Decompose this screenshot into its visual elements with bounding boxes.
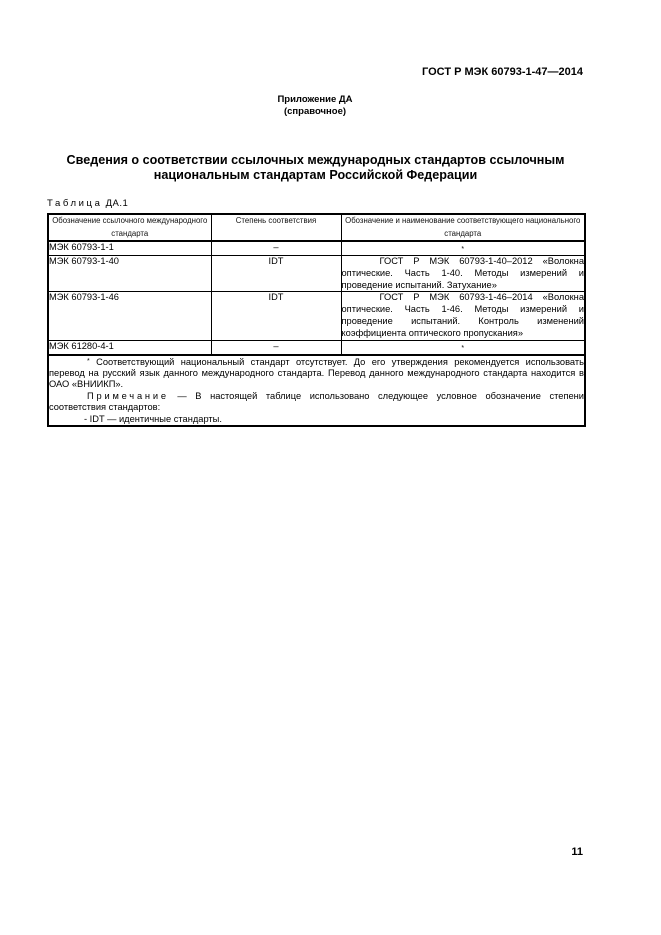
- appendix-subtitle: (справочное): [283, 106, 347, 117]
- table-header-row: [48, 214, 585, 241]
- correspondence-table: [47, 213, 586, 427]
- header-degree-of-conformity: Степень соответствия: [211, 214, 341, 241]
- header-national-standard: Обозначение и наименование соответствующего национального стандарта: [341, 214, 585, 241]
- table-notes-row: [48, 355, 585, 426]
- appendix-heading: [0, 94, 630, 118]
- table-notes: [48, 355, 585, 426]
- document-title-line-1: Сведения о соответствии ссылочных международных стандартов ссылочным: [66, 153, 565, 167]
- cell-degree: –: [211, 340, 341, 355]
- cell-degree: –: [211, 241, 341, 256]
- footnote-mark: *: [87, 357, 90, 365]
- cell-national-standard: *: [341, 241, 585, 256]
- standard-code-header: ГОСТ Р МЭК 60793-1-47—2014: [422, 66, 583, 78]
- cell-national-standard: ГОСТ Р МЭК 60793-1-40–2012 «Волокна оптические. Часть 1-40. Методы измерений и проведение испытаний. Затухание»: [341, 256, 585, 292]
- table-caption-prefix: Таблица: [47, 198, 103, 209]
- document-title-line-2: национальным стандартам Российской Федерации: [153, 168, 478, 182]
- cell-designation: МЭК 60793-1-40: [48, 256, 211, 292]
- cell-designation: МЭК 60793-1-46: [48, 292, 211, 340]
- note: [49, 391, 584, 414]
- table-row: [48, 340, 585, 355]
- header-international-designation: Обозначение ссылочного международного стандарта: [48, 214, 211, 241]
- table-caption: [47, 198, 128, 209]
- footnote-text: Соответствующий национальный стандарт отсутствует. До его утверждения рекомендуется использовать перевод на русский язык данного международного стандарта. Перевод данного международного стандарта находится в ОАО «ВНИИКП».: [49, 356, 584, 390]
- table-row: [48, 241, 585, 256]
- table-caption-number: ДА.1: [105, 198, 129, 209]
- cell-national-standard: ГОСТ Р МЭК 60793-1-46–2014 «Волокна оптические. Часть 1-46. Методы измерений и проведение испытаний. Контроль изменений коэффициента оптического пропускания»: [341, 292, 585, 340]
- page-number: 11: [571, 846, 583, 858]
- cell-degree: IDT: [211, 256, 341, 292]
- document-title: [47, 153, 584, 183]
- cell-designation: МЭК 61280-4-1: [48, 340, 211, 355]
- cell-designation: МЭК 60793-1-1: [48, 241, 211, 256]
- cell-national-standard: *: [341, 340, 585, 355]
- footnote: [49, 356, 584, 391]
- note-list-item: - IDT — идентичные стандарты.: [84, 413, 222, 424]
- table-row: [48, 292, 585, 340]
- note-label: Примечание: [87, 390, 169, 401]
- table-row: [48, 256, 585, 292]
- note-text: — В настоящей таблице использовано следующее условное обозначение степени соответствия стандартов:: [49, 390, 584, 413]
- cell-degree: IDT: [211, 292, 341, 340]
- appendix-title: Приложение ДА: [277, 94, 353, 105]
